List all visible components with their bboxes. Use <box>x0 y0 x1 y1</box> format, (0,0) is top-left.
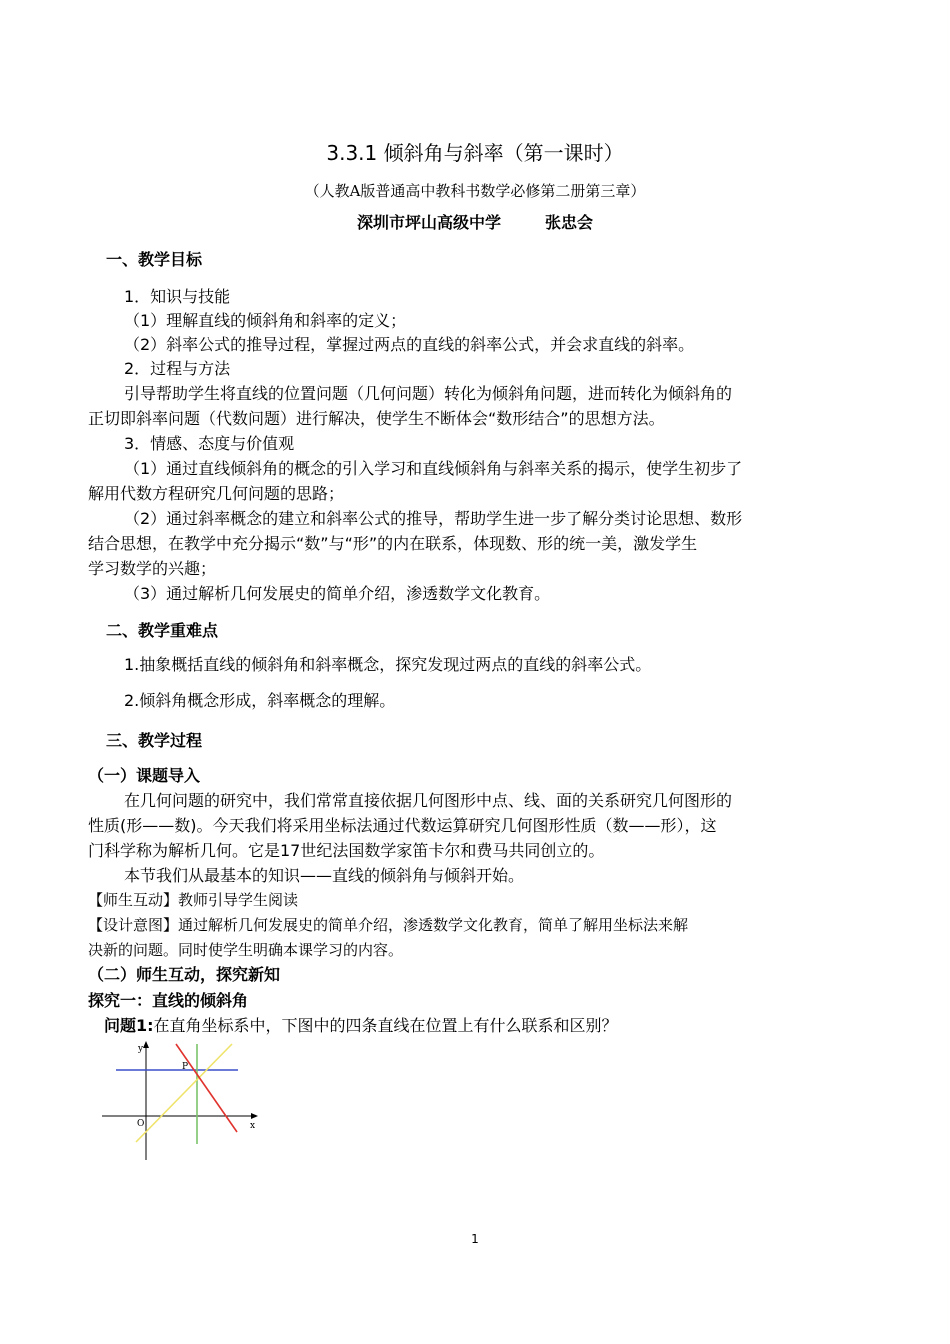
paragraph-line: 结合思想，在教学中充分揭示“数”与“形”的内在联系，体现数、形的统一美，激发学生 <box>88 534 698 553</box>
school-name: 深圳市坪山高级中学 <box>356 213 501 232</box>
question-line <box>104 1015 880 1037</box>
paragraph-line: 本节我们从最基本的知识——直线的倾斜角与倾斜开始。 <box>124 866 525 885</box>
author-line <box>0 212 950 234</box>
paragraph-line: 在几何问题的研究中，我们常常直接依据几何图形中点、线、面的关系研究几何图形的 <box>124 791 733 810</box>
paragraph-line: （2）通过斜率概念的建立和斜率公式的推导，帮助学生进一步了解分类讨论思想、数形 <box>124 509 743 528</box>
page-number: 1 <box>471 1232 479 1246</box>
paragraph-line: 性质(形——数)。今天我们将采用坐标法通过代数运算研究几何图形性质（数——形），这 <box>88 816 717 835</box>
page-title: 3.3.1 倾斜角与斜率（第一课时） <box>326 141 624 165</box>
section-heading: 一、教学目标 <box>106 250 203 269</box>
paragraph-line: 3．情感、态度与价值观 <box>124 434 295 453</box>
paragraph-line: （2）斜率公式的推导过程，掌握过两点的直线的斜率公式，并会求直线的斜率。 <box>124 335 695 354</box>
coordinate-figure <box>100 1040 260 1162</box>
x-axis-label: x <box>250 1121 256 1131</box>
subsection-heading: （二）师生互动，探究新知 <box>88 965 281 984</box>
section-heading: 三、教学过程 <box>106 731 203 750</box>
design-intent-text: 通过解析几何发展史的简单介绍，渗透数学文化教育，简单了解用坐标法来解 <box>178 916 689 934</box>
paragraph-line: （3）通过解析几何发展史的简单介绍，渗透数学文化教育。 <box>124 584 551 603</box>
point-p-label: P <box>182 1062 189 1072</box>
author-name: 张忠会 <box>545 213 594 232</box>
rising-line <box>136 1044 232 1142</box>
falling-line <box>176 1044 237 1132</box>
section-heading: 二、教学重难点 <box>106 621 219 640</box>
page-subtitle: （人教A版普通高中教科书数学必修第二册第三章） <box>304 182 646 200</box>
paragraph-line: 1.抽象概括直线的倾斜角和斜率概念，探究发现过两点的直线的斜率公式。 <box>124 655 652 674</box>
paragraph-line: 引导帮助学生将直线的位置问题（几何问题）转化为倾斜角问题，进而转化为倾斜角的 <box>124 384 733 403</box>
y-axis-arrow <box>143 1041 149 1048</box>
paragraph-line: 门科学称为解析几何。它是17世纪法国数学家笛卡尔和费马共同创立的。 <box>88 841 605 860</box>
interaction-line <box>88 889 864 911</box>
x-axis-arrow <box>251 1113 258 1119</box>
paragraph-line: 学习数学的兴趣； <box>88 559 217 578</box>
interaction-text: 教师引导学生阅读 <box>178 891 299 909</box>
question-text: 在直角坐标系中，下图中的四条直线在位置上有什么联系和区别？ <box>153 1016 618 1035</box>
design-intent-line: 决新的问题。同时使学生明确本课学习的内容。 <box>88 941 404 959</box>
paragraph-line: 解用代数方程研究几何问题的思路； <box>88 484 345 503</box>
interaction-label: 【师生互动】 <box>88 891 179 909</box>
paragraph-line: （1）通过直线倾斜角的概念的引入学习和直线倾斜角与斜率关系的揭示，使学生初步了 <box>124 459 743 478</box>
paragraph-line: 1．知识与技能 <box>124 287 231 306</box>
paragraph-line: 正切即斜率问题（代数问题）进行解决，使学生不断体会“数形结合”的思想方法。 <box>88 409 665 428</box>
paragraph-line: （1）理解直线的倾斜角和斜率的定义； <box>124 311 407 330</box>
design-intent-line <box>88 914 864 936</box>
design-intent-label: 【设计意图】 <box>88 916 179 934</box>
question-label: 问题1: <box>104 1016 154 1035</box>
paragraph-line: 2.倾斜角概念形成，斜率概念的理解。 <box>124 691 396 710</box>
y-axis-label: y <box>138 1044 144 1054</box>
origin-label: O <box>137 1119 145 1129</box>
subsection-heading: （一）课题导入 <box>88 766 201 785</box>
paragraph-line: 2．过程与方法 <box>124 359 231 378</box>
exploration-heading: 探究一：直线的倾斜角 <box>88 991 249 1010</box>
